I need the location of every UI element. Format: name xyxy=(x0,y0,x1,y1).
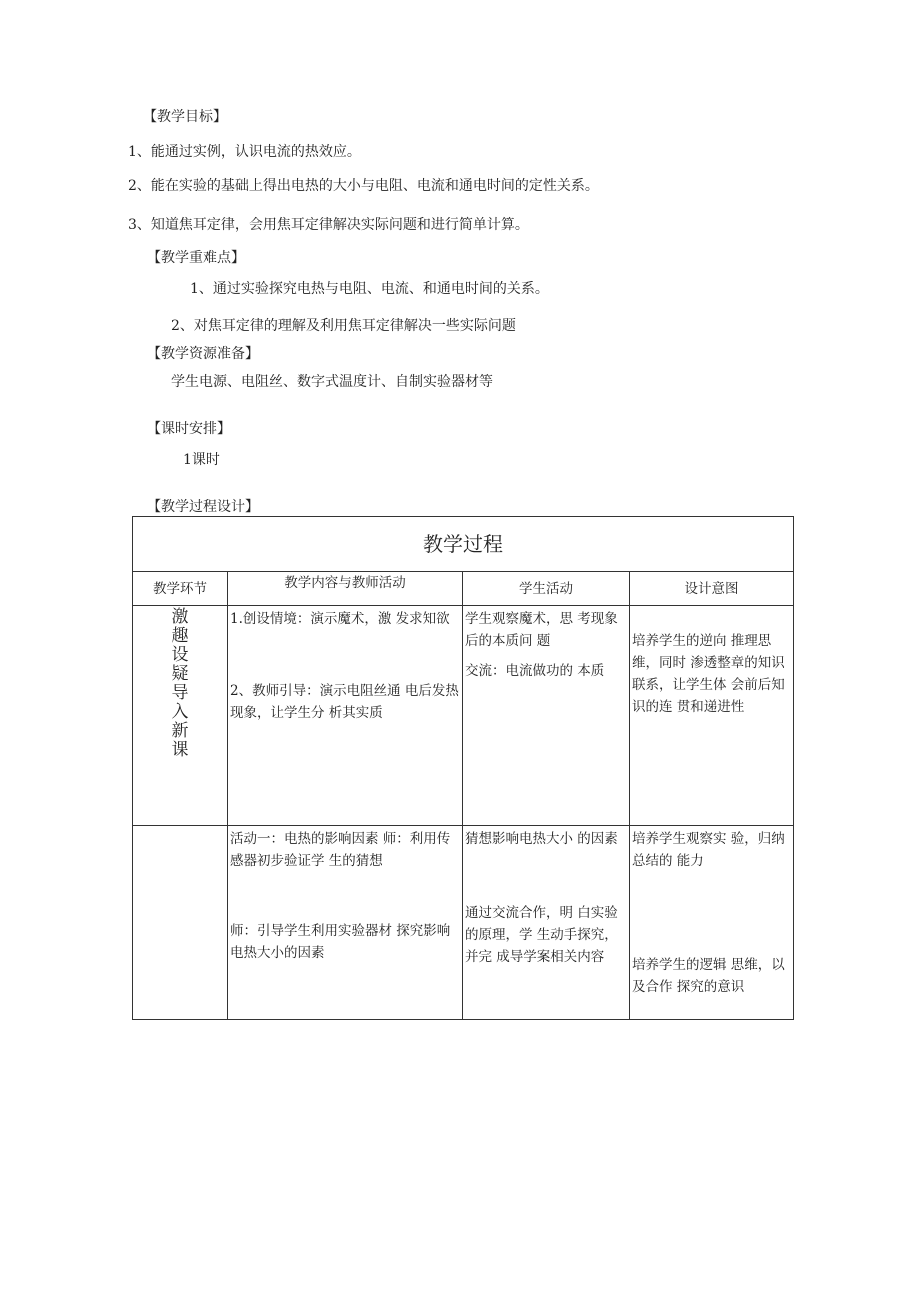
stage-char: 激 xyxy=(171,607,189,627)
column-header-student: 学生活动 xyxy=(463,572,630,606)
stage-char: 趣 xyxy=(171,626,189,646)
student-text: 学生观察魔术，思 考现象后的本质问 题 xyxy=(465,611,618,649)
content-text: 活动一：电热的影响因素 师：利用传感器初步验证学 生的猜想 xyxy=(230,831,451,869)
content-cell xyxy=(228,606,463,826)
key-point-item-1: 1、通过实验探究电热与电阻、电流、和通电时间的关系。 xyxy=(190,281,549,297)
intent-text: 培养学生的逻辑 思维，以及合作 探究的意识 xyxy=(632,957,785,995)
stage-char: 疑 xyxy=(171,664,189,684)
process-heading: 【教学过程设计】 xyxy=(147,499,259,515)
content-text: 2、教师引导：演示电阻丝通 电后发热现象，让学生分 析其实质 xyxy=(230,683,459,721)
intent-text: 培养学生的逆向 推理思维，同时 渗透整章的知识 联系，让学生体 会前后知识的连 贯和递进性 xyxy=(632,633,785,715)
student-cell xyxy=(463,606,630,826)
resources-text: 学生电源、电阻丝、数字式温度计、自制实验器材等 xyxy=(171,374,493,390)
stage-char: 入 xyxy=(171,702,189,722)
objectives-heading: 【教学目标】 xyxy=(143,109,227,125)
stage-char: 设 xyxy=(171,645,189,665)
key-point-item-2: 2、对焦耳定律的理解及利用焦耳定律解决一些实际问题 xyxy=(171,318,516,334)
table-title-row xyxy=(133,517,794,572)
stage-char: 新 xyxy=(171,721,189,741)
table-row xyxy=(133,826,794,1020)
intent-cell xyxy=(630,826,794,1020)
stage-cell xyxy=(133,606,228,826)
student-text: 交流：电流做功的 本质 xyxy=(465,663,605,679)
resources-heading: 【教学资源准备】 xyxy=(147,346,259,362)
intent-text: 培养学生观察实 验，归纳总结的 能力 xyxy=(632,831,785,869)
stage-char: 课 xyxy=(171,740,189,760)
column-header-content: 教学内容与教师活动 xyxy=(228,572,463,606)
content-cell xyxy=(228,826,463,1020)
schedule-heading: 【课时安排】 xyxy=(147,421,231,437)
process-table xyxy=(132,516,794,1020)
objective-item-3: 3、知道焦耳定律，会用焦耳定律解决实际问题和进行简单计算。 xyxy=(128,217,529,233)
table-title: 教学过程 xyxy=(133,517,794,572)
column-header-intent: 设计意图 xyxy=(630,572,794,606)
table-header-row xyxy=(133,572,794,606)
student-text: 猜想影响电热大小 的因素 xyxy=(465,831,618,847)
intent-cell xyxy=(630,606,794,826)
content-text: 1.创设情境：演示魔术，激 发求知欲 xyxy=(230,611,450,627)
key-points-heading: 【教学重难点】 xyxy=(147,250,245,266)
student-cell xyxy=(463,826,630,1020)
stage-char: 导 xyxy=(171,683,189,703)
objective-item-1: 1、能通过实例，认识电流的热效应。 xyxy=(128,144,361,160)
schedule-text: 1课时 xyxy=(183,452,220,468)
objective-item-2: 2、能在实验的基础上得出电热的大小与电阻、电流和通电时间的定性关系。 xyxy=(128,178,599,194)
student-text: 通过交流合作，明 白实验的原理，学 生动手探究，并完 成导学案相关内容 xyxy=(465,905,618,965)
content-text: 师：引导学生利用实验器材 探究影响电热大小的因素 xyxy=(230,923,451,961)
table-row xyxy=(133,606,794,826)
column-header-stage: 教学环节 xyxy=(133,572,228,606)
stage-cell xyxy=(133,826,228,1020)
